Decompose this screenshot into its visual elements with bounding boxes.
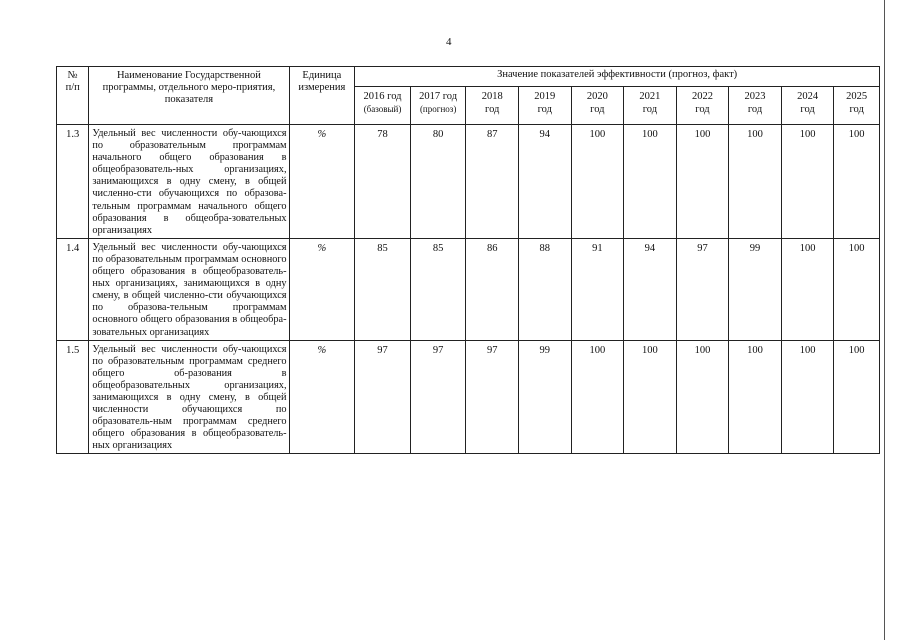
scan-edge-line: [884, 0, 885, 640]
value-cell: 80: [410, 125, 466, 239]
header-row-main: [57, 67, 880, 87]
header-year-2019: 2019 год: [518, 87, 571, 125]
header-name: Наименование Государственной программы, отдельного меро-приятия, показателя: [89, 67, 289, 125]
header-year-2022: 2022 год: [676, 87, 729, 125]
value-cell: 88: [518, 238, 571, 340]
row-name: Удельный вес численности обу-чающихся по образовательным программам начального общего образования в общеобразователь-ных организациях, занимающихся в одну смену, в общей численно-сти обучающихся по образова-тельным программам начального общего образования в общеобра-зовательных организациях: [89, 125, 289, 239]
indicators-table: [56, 66, 880, 454]
value-cell: 100: [571, 340, 624, 454]
value-cell: 97: [466, 340, 519, 454]
value-cell: 100: [624, 125, 677, 239]
value-cell: 100: [834, 340, 880, 454]
value-cell: 99: [729, 238, 782, 340]
value-cell: 100: [676, 125, 729, 239]
table-row: [57, 238, 880, 340]
row-unit: %: [289, 238, 355, 340]
value-cell: 97: [676, 238, 729, 340]
header-year-2018: 2018 год: [466, 87, 519, 125]
header-year-2020: 2020 год: [571, 87, 624, 125]
value-cell: 100: [676, 340, 729, 454]
value-cell: 91: [571, 238, 624, 340]
row-name: Удельный вес численности обу-чающихся по образовательным программам среднего общего об-разования в общеобразовательных организациях, занимающихся в одну смену, в общей численности обучающихся по образователь-ным программам среднего общего образования в общеобразователь-ных организациях: [89, 340, 289, 454]
header-values-group: Значение показателей эффективности (прогноз, факт): [355, 67, 880, 87]
value-cell: 85: [410, 238, 466, 340]
value-cell: 97: [410, 340, 466, 454]
row-num: 1.5: [57, 340, 89, 454]
header-unit: Единица измерения: [289, 67, 355, 125]
header-year-2025: 2025 год: [834, 87, 880, 125]
value-cell: 94: [518, 125, 571, 239]
value-cell: 100: [729, 340, 782, 454]
row-unit: %: [289, 125, 355, 239]
value-cell: 86: [466, 238, 519, 340]
value-cell: 97: [355, 340, 411, 454]
value-cell: 100: [834, 125, 880, 239]
header-year-2017: 2017 год (прогноз): [410, 87, 466, 125]
table-row: [57, 340, 880, 454]
header-num: № п/п: [57, 67, 89, 125]
header-year-2016: 2016 год (базовый): [355, 87, 411, 125]
header-year-2023: 2023 год: [729, 87, 782, 125]
value-cell: 85: [355, 238, 411, 340]
value-cell: 100: [729, 125, 782, 239]
page-number: 4: [446, 36, 452, 48]
row-num: 1.3: [57, 125, 89, 239]
row-name: Удельный вес численности обу-чающихся по образовательным программам основного общего образования в общеобразователь-ных организациях, занимающихся в одну смену, в общей численно-сти обучающихся по образова-тельным программам основного общего образования в общеобра-зовательных организациях: [89, 238, 289, 340]
value-cell: 100: [571, 125, 624, 239]
table-row: [57, 125, 880, 239]
value-cell: 100: [781, 125, 834, 239]
value-cell: 99: [518, 340, 571, 454]
value-cell: 94: [624, 238, 677, 340]
value-cell: 87: [466, 125, 519, 239]
value-cell: 100: [834, 238, 880, 340]
value-cell: 100: [624, 340, 677, 454]
header-year-2021: 2021 год: [624, 87, 677, 125]
value-cell: 100: [781, 340, 834, 454]
row-unit: %: [289, 340, 355, 454]
value-cell: 100: [781, 238, 834, 340]
value-cell: 78: [355, 125, 411, 239]
header-year-2024: 2024 год: [781, 87, 834, 125]
row-num: 1.4: [57, 238, 89, 340]
